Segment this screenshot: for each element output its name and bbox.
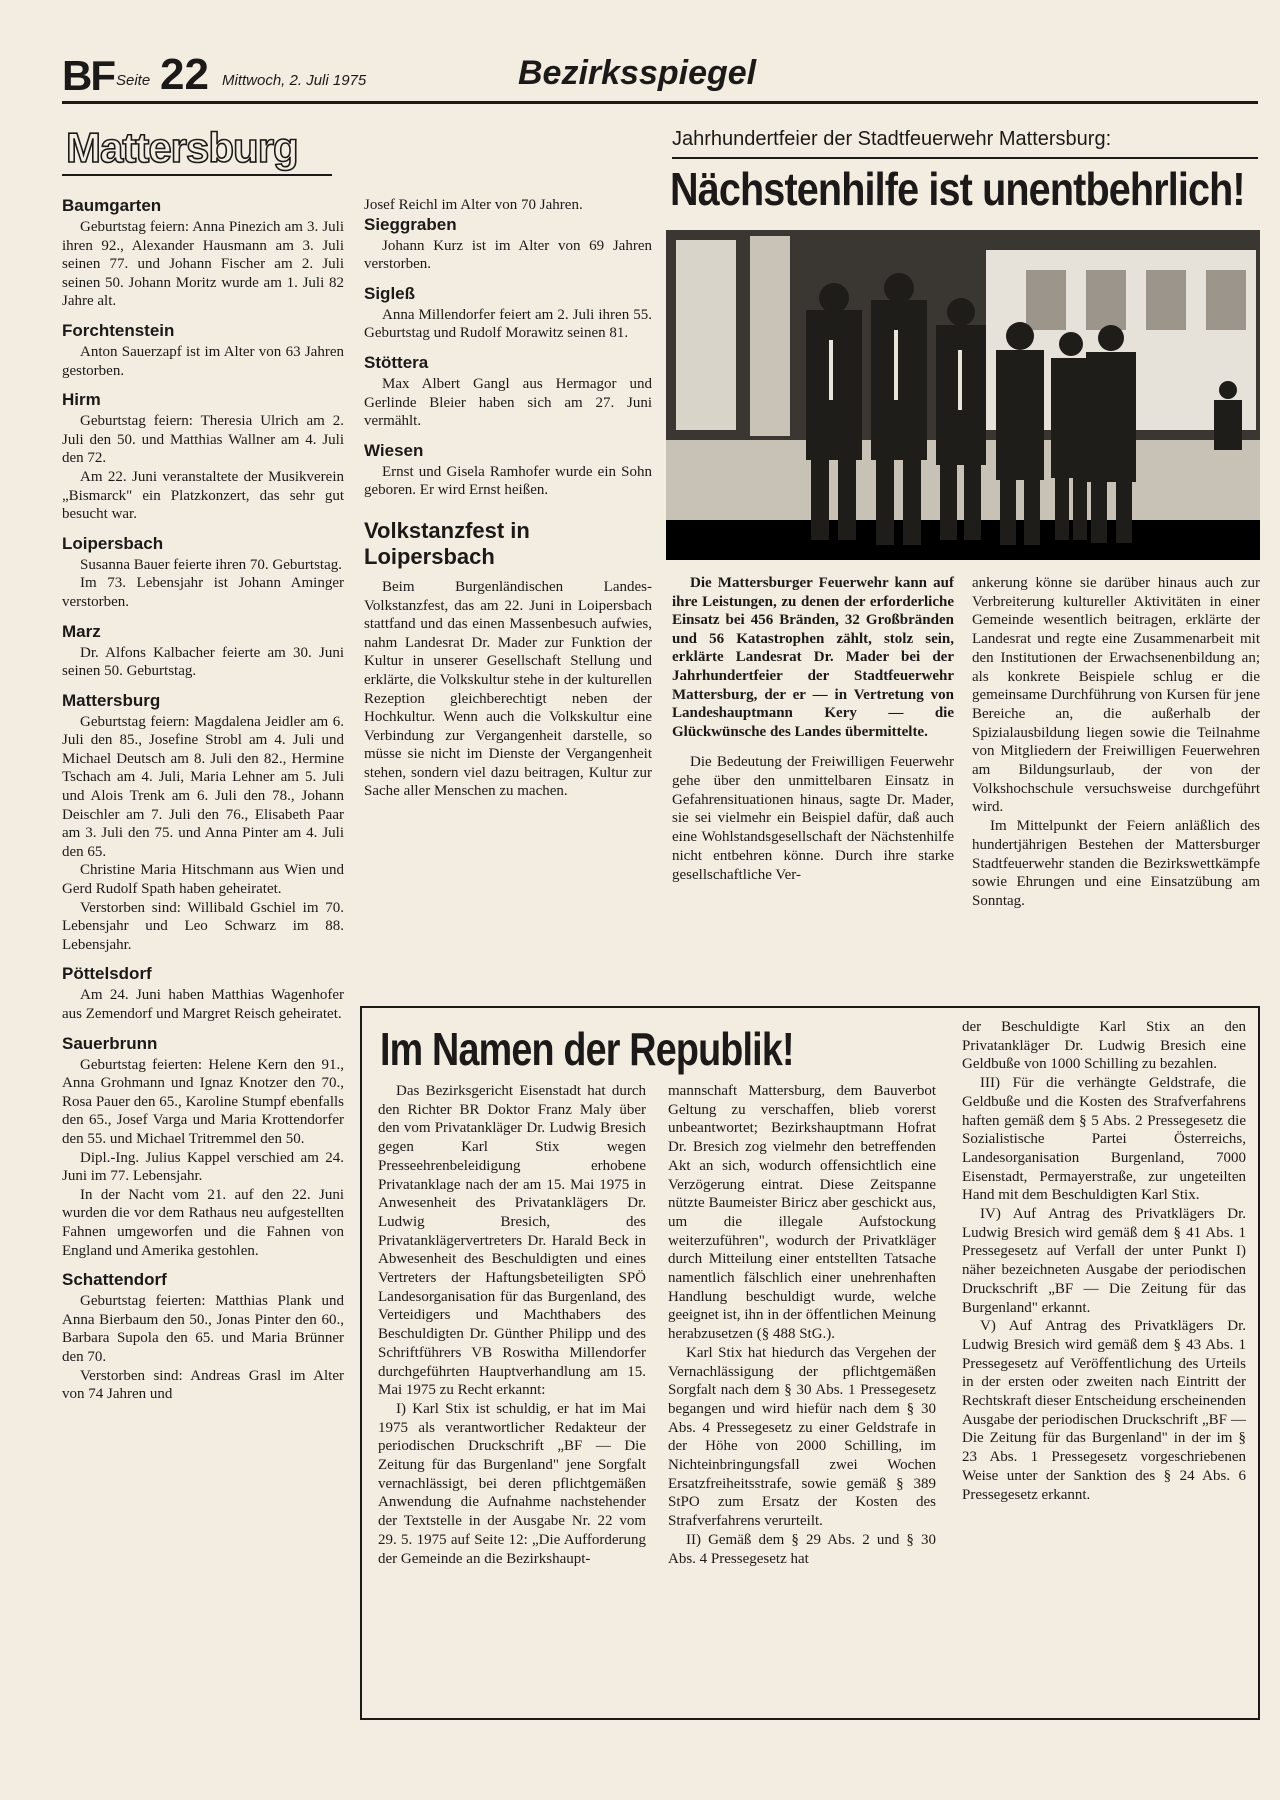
region-divider bbox=[62, 174, 332, 176]
region-title: Mattersburg bbox=[66, 124, 298, 171]
court-column-2 bbox=[668, 1082, 936, 1568]
feuerwehr-headline: Nächstenhilfe ist unentbehrlich! bbox=[670, 163, 1245, 215]
village-note: Verstorben sind: Andreas Grasl im Alter von 74 Jahren und bbox=[62, 1367, 344, 1403]
village-heading: Stöttera bbox=[364, 352, 429, 372]
court-paragraph: II) Gemäß dem § 29 Abs. 2 und § 30 Abs. 4 Pressegesetz hat bbox=[668, 1531, 936, 1567]
village-heading: Hirm bbox=[62, 390, 101, 410]
court-paragraph: III) Für die verhängte Geldstrafe, die Geldbuße und die Kosten des Strafverfahrens haften gemäß dem § 5 Abs. 2 Pressegesetz die Sozialistische Partei Österreichs, Landesorganisation Burgenland, 7000 Eisenstadt, Permayerstraße, zur ungeteilten Hand mit dem Beschuldigten Karl Stix. bbox=[962, 1075, 1246, 1204]
firefighters-photo bbox=[666, 230, 1260, 560]
village-heading: Baumgarten bbox=[62, 196, 162, 215]
village-note: Anna Millendorfer feiert am 2. Juli ihren 55. Geburtstag und Rudolf Morawitz seinen 81. bbox=[364, 306, 652, 342]
village-heading: Loipersbach bbox=[62, 533, 164, 553]
issue-date: Mittwoch, 2. Juli 1975 bbox=[222, 72, 367, 89]
village-note: Am 22. Juni veranstaltete der Musikverein „Bismarck" ein Platzkonzert, das sehr gut besucht war. bbox=[62, 468, 344, 523]
masthead bbox=[62, 48, 1258, 104]
village-notes-column-2 bbox=[364, 196, 652, 801]
village-notes-column-1 bbox=[62, 196, 344, 1404]
village-note: Dipl.-Ing. Julius Kappel verschied am 24. Juni im 77. Lebensjahr. bbox=[62, 1149, 344, 1185]
feuerwehr-body-3: Im Mittelpunkt der Feiern anläßlich des hundertjährigen Bestehen der Mattersburger Stadtfeuerwehr standen die Bezirkswettkämpfe sowie Ehrungen und eine Einsatzübung am Sonntag. bbox=[972, 818, 1260, 909]
village-heading: Pöttelsdorf bbox=[62, 964, 152, 984]
village-note: Anton Sauerzapf ist im Alter von 63 Jahren gestorben. bbox=[62, 343, 344, 379]
court-paragraph: I) Karl Stix ist schuldig, er hat im Mai 1975 als verantwortlicher Redakteur der periodischen Druckschrift „BF — Die Zeitung für das Burgenland" jene Sorgfalt vernachlässigt, bei deren pflichtgemäßen Anwendung die Aufnahme nachstehender der Textstelle in der Ausgabe Nr. 22 vom 29. 5. 1975 auf Seite 12: „Die Aufforderung der Gemeinde an die Bezirkshaupt- bbox=[378, 1400, 646, 1567]
village-heading: Marz bbox=[62, 621, 101, 641]
village-note: Johann Kurz ist im Alter von 69 Jahren verstorben. bbox=[364, 237, 652, 273]
village-note: Geburtstag feiern: Theresia Ulrich am 2. Juli den 50. und Matthias Wallner am 4. Juli den 72. bbox=[62, 413, 344, 467]
village-note: Geburtstag feierten: Matthias Plank und Anna Bierbaum den 50., Jonas Pinter den 60., Barbara Supola den 65. und Maria Brünner den 70. bbox=[62, 1293, 344, 1365]
village-note: In der Nacht vom 21. auf den 22. Juni wurden die vor dem Rathaus neu aufgestellten Fahnen umgeworfen und die Fahnen von England und Amerika gestohlen. bbox=[62, 1186, 344, 1259]
village-heading: Wiesen bbox=[364, 440, 424, 460]
page-number: 22 bbox=[160, 50, 209, 99]
court-headline: Im Namen der Republik! bbox=[380, 1023, 794, 1075]
village-note: Dr. Alfons Kalbacher feierte am 30. Juni seinen 50. Geburtstag. bbox=[62, 644, 344, 680]
court-column-3 bbox=[962, 1018, 1246, 1504]
court-column-1 bbox=[378, 1082, 646, 1568]
feuerwehr-kicker: Jahrhundertfeier der Stadtfeuerwehr Mattersburg: bbox=[672, 128, 1258, 159]
village-note: Christine Maria Hitschmann aus Wien und Gerd Rudolf Spath haben geheiratet. bbox=[62, 862, 344, 898]
village-note: Ernst und Gisela Ramhofer wurde ein Sohn geboren. Er wird Ernst heißen. bbox=[364, 463, 652, 499]
court-paragraph: IV) Auf Antrag des Privatklägers Dr. Ludwig Bresich wird gemäß dem § 41 Abs. 1 Pressegesetz auf Verfall der unter Punkt I) näher bezeichneten Ausgabe der periodischen Druckschrift „BF — Die Zeitung für das Burgenland" erkannt. bbox=[962, 1206, 1246, 1316]
seite-label: Seite bbox=[116, 72, 151, 89]
feuerwehr-body-1: Die Bedeutung der Freiwilligen Feuerwehr gehe über den unmittelbaren Einsatz in Gefahrensituationen hinaus, sagte Dr. Mader, sie sei vielmehr ein Beispiel dafür, daß auch eine Wohlstandsgesellschaft der Nächstenhilfe nicht entbehren könne. Durch ihre starke gesellschaftliche Ver- bbox=[672, 754, 954, 883]
volkstanz-headline: Volkstanzfest in Loipersbach bbox=[364, 517, 530, 569]
village-heading: Sauerbrunn bbox=[62, 1033, 158, 1053]
continuation-text: Josef Reichl im Alter von 70 Jahren. bbox=[364, 197, 583, 213]
feuerwehr-right-column bbox=[972, 574, 1260, 911]
court-paragraph: mannschaft Mattersburg, dem Bauverbot Geltung zu verschaffen, blieb vorerst unbeantwortet; Bezirkshauptmann Hofrat Dr. Bresich zog vielmehr den betreffenden Akt an sich, wodurch offensichtlich eine Verzögerung eintrat. Diese Zeitspanne nützte Baumeister Biricz aber geschickt aus, um die illegale Aufstockung weiterzuführen", wodurch der Privatkläger durch Mitteilung einer entstellten Tatsache namentlich fälschlich einer unehrenhaften Handlung beschuldigt wurde, welche geeignet ist, ihn in der öffentlichen Meinung herabzusetzen (§ 488 StG.). bbox=[668, 1083, 936, 1343]
village-note: Verstorben sind: Willibald Gschiel im 70. Lebensjahr und Leo Schwarz im 88. Lebensjahr. bbox=[62, 899, 344, 953]
village-note: Geburtstag feiern: Anna Pinezich am 3. Juli ihren 92., Alexander Hausmann am 3. Juli seinen 77. und Johann Fischer am 2. Juli seinen 50. Johann Moritz wurde am 1. Juli 82 Jahre alt. bbox=[62, 219, 344, 310]
bf-logo: BF bbox=[62, 52, 114, 99]
feuerwehr-lead: Die Mattersburger Feuerwehr kann auf ihre Leistungen, zu denen der erforderliche Einsatz bei 456 Bränden, 32 Großbränden und 56 Katastrophen zählt, stolz sein, erklärte Landesrat Dr. Mader bei der Jahrhundertfeier der Stadtfeuerwehr Mattersburg, der er — in Vertretung von Landeshauptmann Kery — die Glückwünsche des Landes übermittelte. bbox=[672, 575, 954, 740]
village-heading: Sigleß bbox=[364, 283, 416, 303]
village-note: Geburtstag feiern: Magdalena Jeidler am 6. Juli den 85., Josefine Strobl am 4. Juli und Michael Deutsch am 8. Juli den 82., Hermine Tschach am 4. Juli, Maria Lehner am 5. Juli und Alois Trenk am 6. Juli den 78., Johann Deischler am 7. Juli den 76., Elisabeth Paar am 3. Juli den 75. und Anna Pinter am 4. Juli den 65. bbox=[62, 713, 344, 860]
village-note: Max Albert Gangl aus Hermagor und Gerlinde Bleier haben sich am 27. Juni vermählt. bbox=[364, 375, 652, 430]
village-note: Am 24. Juni haben Matthias Wagenhofer aus Zemendorf und Margret Reisch geheiratet. bbox=[62, 987, 344, 1022]
section-title: Bezirksspiegel bbox=[518, 54, 757, 92]
village-list bbox=[364, 215, 652, 500]
court-paragraph: V) Auf Antrag des Privatklägers Dr. Ludwig Bresich wird gemäß dem § 43 Abs. 1 Pressegesetz auf Veröffentlichung des Urteils in der ersten oder zweiten nach Eintritt der Rechtskraft dieser Entscheidung erscheinenden Ausgabe der periodischen Druckschrift „BF — Die Zeitung für das Burgenland" in der im § 23 Abs. 1 Pressegesetz vorgeschriebenen Weise unter der Sanktion des § 24 Abs. 6 Pressegesetz erkannt. bbox=[962, 1318, 1246, 1503]
village-heading: Schattendorf bbox=[62, 1270, 167, 1290]
court-judgement-box bbox=[360, 1006, 1260, 1720]
village-heading: Sieggraben bbox=[364, 214, 457, 234]
court-paragraph: der Beschuldigte Karl Stix an den Privatankläger Dr. Ludwig Bresich eine Geldbuße von 1000 Schilling zu bezahlen. bbox=[962, 1019, 1246, 1073]
village-note: Im 73. Lebensjahr ist Johann Aminger verstorben. bbox=[62, 575, 344, 610]
court-paragraph: Karl Stix hat hiedurch das Vergehen der Vernachlässigung der pflichtgemäßen Sorgfalt nach dem § 30 Abs. 1 Pressegesetz begangen und wird hiefür nach dem § 30 Abs. 4 Pressegesetz zu einer Geldstrafe in der Höhe von 2000 Schilling, im Nichteinbringungsfall zwei Wochen Ersatzfreiheitsstrafe, sowie gemäß § 389 StPO zum Ersatz der Kosten des Strafverfahrens verurteilt. bbox=[668, 1344, 936, 1530]
village-note: Geburtstag feierten: Helene Kern den 91., Anna Grohmann und Ignaz Knotzer den 70., Rosa Pauer den 65., Karoline Stumpf ebenfalls den 65., Josef Varga und Maria Krottendorfer den 55. und Michael Tritremmel den 50. bbox=[62, 1056, 344, 1147]
village-heading: Forchtenstein bbox=[62, 320, 175, 340]
firefighters-photo-illustration bbox=[666, 230, 1260, 560]
village-heading: Mattersburg bbox=[62, 690, 161, 710]
feuerwehr-body-2: ankerung könne sie darüber hinaus auch zur Verbreiterung kultureller Aktivitäten in einer Gemeinde wesentlich beitragen, erklärte der Landesrat und regte eine Zusammenarbeit mit den Institutionen der Erwachsenenbildung an; als konkrete Beispiele schlug er die gemeinsame Durchführung von Kursen für jene Bereiche an, die außerhalb der Spizialausbildung liegen sowie die Teilnahme von Mitgliedern der Freiwilligen Feuerwehren am Bildungsurlaub, der von der Volkshochschule versuchsweise durchgeführt wird. bbox=[972, 575, 1260, 816]
court-paragraph: Das Bezirksgericht Eisenstadt hat durch den Richter BR Doktor Franz Maly über den vom Privatankläger Dr. Ludwig Bresich gegen Karl Stix wegen Presseehrenbeleidigung erhobene Privatanklage nach der am 15. Mai 1975 in Anwesenheit des Privatanklägers Dr. Ludwig Bresich, des Privatanklägervertreters Dr. Harald Beck in Abwesenheit des Beschuldigten und eines Vertreters der Haftungsbeteiligten SPÖ Landesorganisation für das Burgenland, des Verteidigers und Machthabers des Beschuldigten Dr. Günther Philipp und des Schriftführers VB Roswitha Millendorfer durchgeführten Hauptverhandlung am 15. Mai 1975 zu Recht erkannt: bbox=[378, 1083, 646, 1399]
volkstanz-article: Beim Burgenländischen Landes-Volkstanzfest, das am 22. Juni in Loipersbach stattfand und das einen Massenbesuch aufwies, nahm Landesrat Dr. Mader zur Funktion der Kultur in unserer Gesellschaft Stellung und erklärte, die Volkskultur stehe in der kulturellen Rezeption gleichberechtigt neben der Hochkultur. Wenn auch die Volkskultur eine Verbindung zur Vergangenheit darstelle, so müsse sie nicht im Dienste der Vergangenheit stehen, sondern viel dazu beitragen, Kultur zur Sache aller Menschen zu machen. bbox=[364, 578, 652, 800]
feuerwehr-lead-column bbox=[672, 574, 954, 884]
village-note: Susanna Bauer feierte ihren 70. Geburtstag. bbox=[80, 556, 342, 573]
